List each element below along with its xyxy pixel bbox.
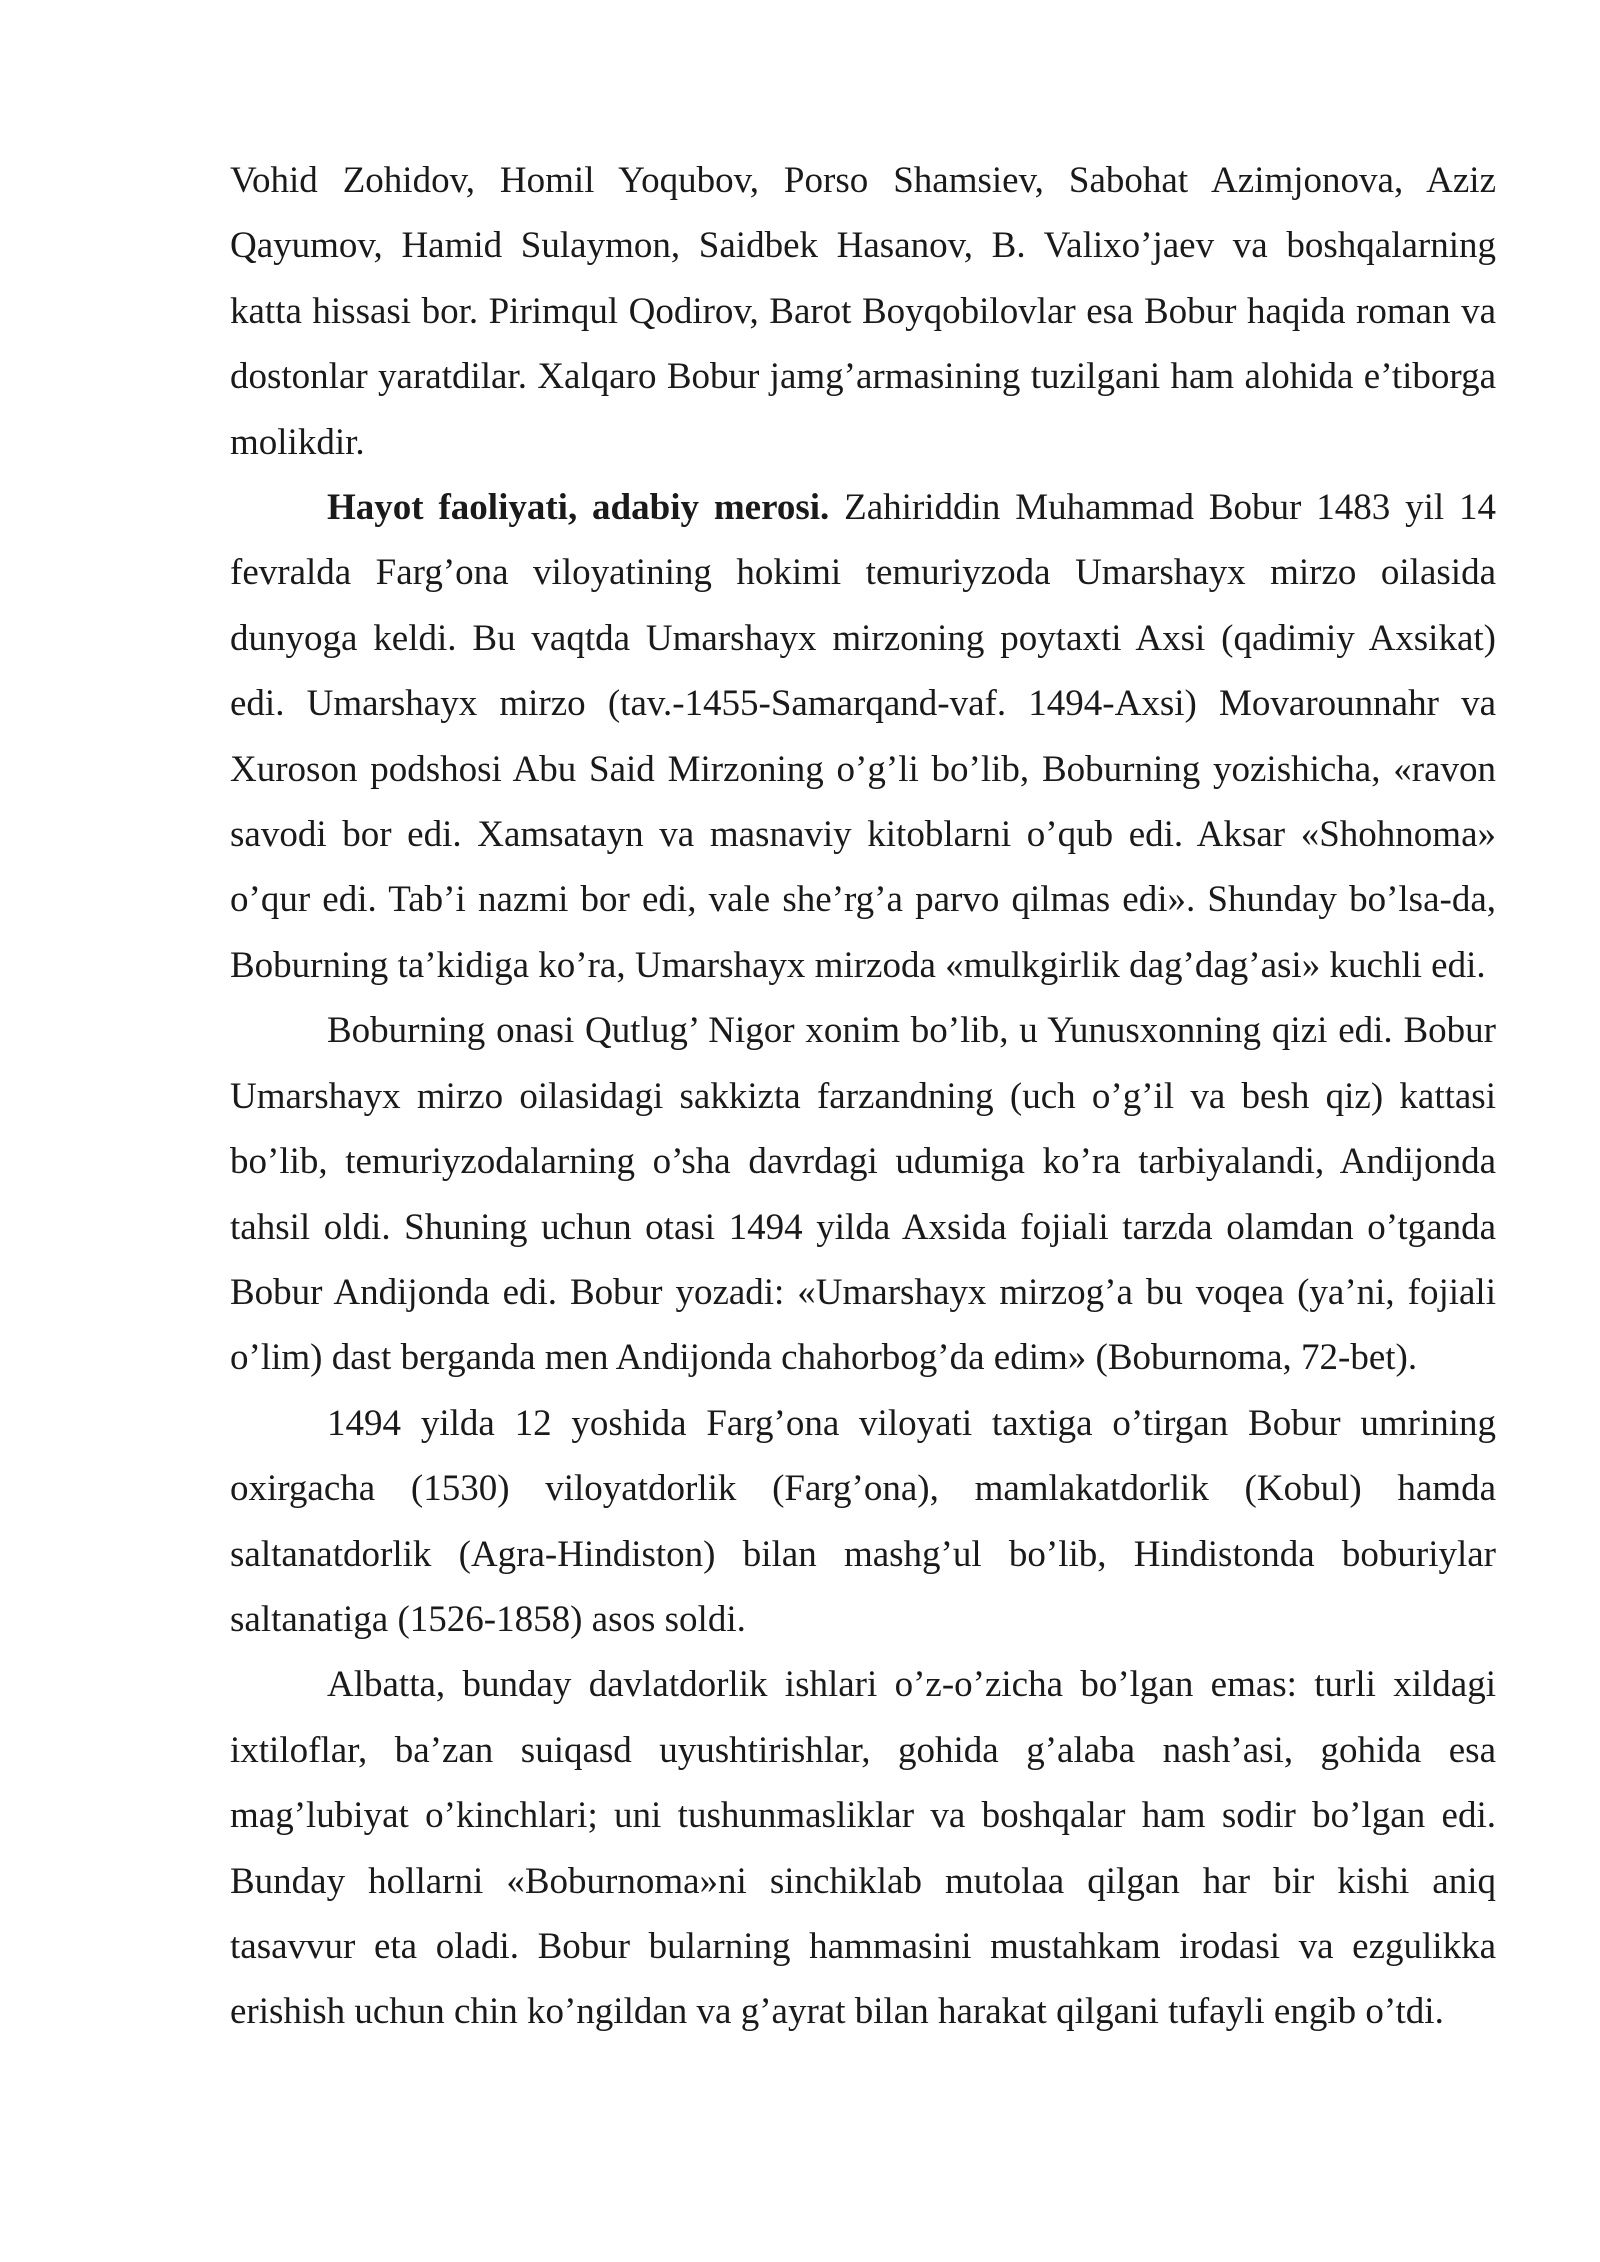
paragraph-5 [230,1652,1496,2044]
paragraph-text: Vohid Zohidov, Homil Yoqubov, Porso Shamsiev, Sabohat Azimjonova, Aziz Qayumov, Hamid Sulaymon, Saidbek Hasanov, B. Valixo’jaev va boshqalarning katta hissasi bor. Pirimqul Qodirov, Barot Boyqobilovlar esa Bobur haqida roman va dostonlar yaratdilar. Xalqaro Bobur jamg’armasining tuzilgani ham alohida e’tiborga molikdir. [230,160,1496,463]
paragraph-text: Zahiriddin Muhammad Bobur 1483 yil 14 fevralda Farg’ona viloyatining hokimi temuriyzoda Umarshayx mirzo oilasida dunyoga keldi. Bu vaqtda Umarshayx mirzoning poytaxti Axsi (qadimiy Axsikat) edi. Umarshayx mirzo (tav.-1455-Samarqand-vaf. 1494-Axsi) Movarounnahr va Xuroson podshosi Abu Said Mirzoning o’g’li bo’lib, Boburning yozishicha, «ravon savodi bor edi. Xamsatayn va masnaviy kitoblarni o’qub edi. Aksar «Shohnoma» o’qur edi. Tab’i nazmi bor edi, vale she’rg’a parvo qilmas edi». Shunday bo’lsa-da, Boburning ta’kidiga ko’ra, Umarshayx mirzoda «mulkgirlik dag’dag’asi» kuchli edi. [230,487,1496,986]
section-heading: Hayot faoliyati, adabiy merosi. [327,487,830,529]
paragraph-text: Albatta, bunday davlatdorlik ishlari o’z-o’zicha bo’lgan emas: turli xildagi ixtiloflar, ba’zan suiqasd uyushtirishlar, gohida g’alaba nash’asi, gohida esa mag’lubiyat o’kinchlari; uni tushunmasliklar va boshqalar ham sodir bo’lgan edi. Bunday hollarni «Boburnoma»ni sinchiklab mutolaa qilgan har bir kishi aniq tasavvur eta oladi. Bobur bularning hammasini mustahkam irodasi va ezgulikka erishish uchun chin ko’ngildan va g’ayrat bilan harakat qilgani tufayli engib o’tdi. [230,1664,1496,2033]
paragraph-3 [230,998,1496,1390]
paragraph-text: 1494 yilda 12 yoshida Farg’ona viloyati taxtiga o’tirgan Bobur umrining oxirgacha (1530) viloyatdorlik (Farg’ona), mamlakatdorlik (Kobul) hamda saltanatdorlik (Agra-Hindiston) bilan mashg’ul bo’lib, Hindistonda boburiylar saltanatiga (1526-1858) asos soldi. [230,1402,1496,1640]
paragraph-1 [230,148,1496,475]
paragraph-4 [230,1391,1496,1653]
document-body [230,148,1496,2045]
paragraph-2 [230,475,1496,998]
paragraph-text: Boburning onasi Qutlug’ Nigor xonim bo’lib, u Yunusxonning qizi edi. Bobur Umarshayx mirzo oilasidagi sakkizta farzandning (uch o’g’il va besh qiz) kattasi bo’lib, temuriyzodalarning o’sha davrdagi udumiga ko’ra tarbiyalandi, Andijonda tahsil oldi. Shuning uchun otasi 1494 yilda Axsida fojiali tarzda olamdan o’tganda Bobur Andijonda edi. Bobur yozadi: «Umarshayx mirzog’a bu voqea (ya’ni, fojiali o’lim) dast berganda men Andijonda chahorbog’da edim» (Boburnoma, 72-bet). [230,1010,1496,1379]
